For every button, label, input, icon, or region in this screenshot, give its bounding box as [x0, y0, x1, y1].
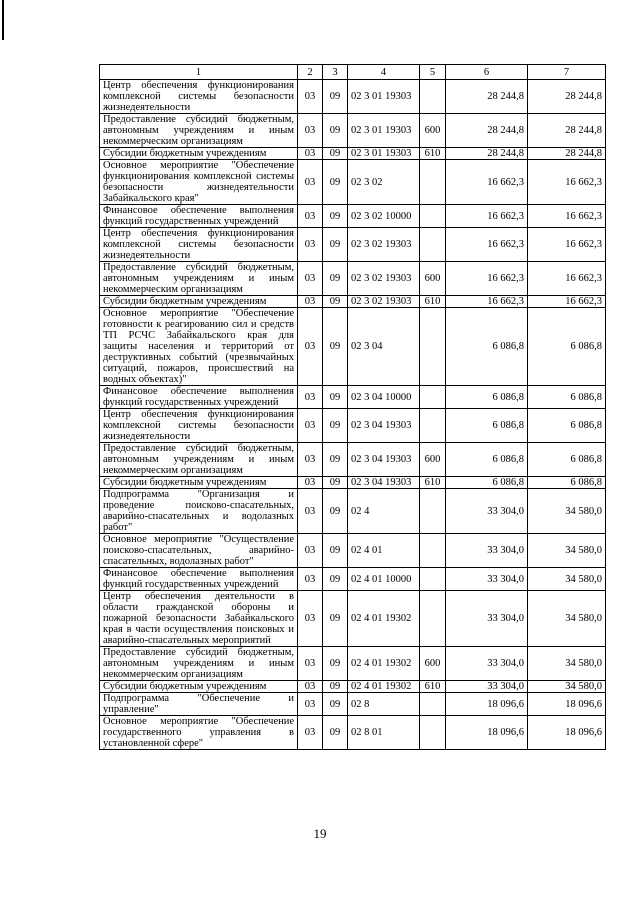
- target-article-cell: 02 3 04 19303: [348, 409, 420, 443]
- subsection-code-cell: 09: [323, 205, 348, 228]
- row-name-cell: Основное мероприятие "Обеспечение функционирования комплексной системы безопасности жизнедеятельности Забайкальского края": [100, 160, 298, 205]
- row-name-cell: Предоставление субсидий бюджетным, автономным учреждениям и иным некоммерческим организациям: [100, 647, 298, 681]
- subsection-code-cell: 09: [323, 386, 348, 409]
- expense-type-cell: 610: [420, 681, 446, 693]
- section-code-cell: 03: [298, 262, 323, 296]
- target-article-cell: 02 3 01 19303: [348, 114, 420, 148]
- subsection-code-cell: 09: [323, 114, 348, 148]
- table-row: [100, 534, 606, 568]
- amount-year1-cell: 33 304,0: [446, 534, 528, 568]
- subsection-code-cell: 09: [323, 489, 348, 534]
- subsection-code-cell: 09: [323, 308, 348, 386]
- amount-year2-cell: 6 086,8: [528, 308, 606, 386]
- expense-type-cell: [420, 80, 446, 114]
- section-code-cell: 03: [298, 477, 323, 489]
- expense-type-cell: [420, 228, 446, 262]
- amount-year1-cell: 6 086,8: [446, 386, 528, 409]
- amount-year1-cell: 16 662,3: [446, 160, 528, 205]
- row-name-cell: Подпрограмма "Организация и проведение поисково-спасательных, аварийно-спасательных и водолазных работ": [100, 489, 298, 534]
- section-code-cell: 03: [298, 693, 323, 716]
- expense-type-cell: [420, 568, 446, 591]
- target-article-cell: 02 8 01: [348, 716, 420, 750]
- amount-year2-cell: 16 662,3: [528, 160, 606, 205]
- amount-year1-cell: 33 304,0: [446, 681, 528, 693]
- target-article-cell: 02 4 01 19302: [348, 591, 420, 647]
- expense-type-cell: [420, 386, 446, 409]
- amount-year1-cell: 33 304,0: [446, 591, 528, 647]
- target-article-cell: 02 4 01: [348, 534, 420, 568]
- expense-type-cell: 600: [420, 443, 446, 477]
- amount-year1-cell: 18 096,6: [446, 693, 528, 716]
- subsection-code-cell: 09: [323, 80, 348, 114]
- table-row: [100, 262, 606, 296]
- amount-year2-cell: 34 580,0: [528, 489, 606, 534]
- table-row: [100, 308, 606, 386]
- column-header: 4: [348, 65, 420, 80]
- amount-year2-cell: 6 086,8: [528, 409, 606, 443]
- row-name-cell: Финансовое обеспечение выполнения функций государственных учреждений: [100, 568, 298, 591]
- table-row: [100, 647, 606, 681]
- section-code-cell: 03: [298, 114, 323, 148]
- subsection-code-cell: 09: [323, 647, 348, 681]
- row-name-cell: Субсидии бюджетным учреждениям: [100, 148, 298, 160]
- expense-type-cell: [420, 591, 446, 647]
- row-name-cell: Центр обеспечения деятельности в области гражданской обороны и пожарной безопасности Забайкальского края в части осуществления поисковых и аварийно-спасательных мероприятий: [100, 591, 298, 647]
- amount-year2-cell: 18 096,6: [528, 693, 606, 716]
- expense-type-cell: 600: [420, 114, 446, 148]
- target-article-cell: 02 3 04 19303: [348, 443, 420, 477]
- section-code-cell: 03: [298, 228, 323, 262]
- subsection-code-cell: 09: [323, 148, 348, 160]
- page-number: 19: [313, 826, 327, 841]
- expense-type-cell: [420, 489, 446, 534]
- amount-year1-cell: 6 086,8: [446, 443, 528, 477]
- target-article-cell: 02 8: [348, 693, 420, 716]
- expense-type-cell: [420, 534, 446, 568]
- amount-year2-cell: 18 096,6: [528, 716, 606, 750]
- amount-year2-cell: 34 580,0: [528, 681, 606, 693]
- section-code-cell: 03: [298, 489, 323, 534]
- target-article-cell: 02 4: [348, 489, 420, 534]
- expense-type-cell: [420, 716, 446, 750]
- amount-year2-cell: 6 086,8: [528, 477, 606, 489]
- expense-type-cell: 610: [420, 477, 446, 489]
- scan-edge-mark: [2, 0, 4, 40]
- table-row: [100, 443, 606, 477]
- expense-type-cell: 600: [420, 647, 446, 681]
- amount-year1-cell: 6 086,8: [446, 308, 528, 386]
- row-name-cell: Основное мероприятие "Осуществление поисково-спасательных, аварийно-спасательных, водолазных работ": [100, 534, 298, 568]
- row-name-cell: Субсидии бюджетным учреждениям: [100, 296, 298, 308]
- subsection-code-cell: 09: [323, 262, 348, 296]
- target-article-cell: 02 3 01 19303: [348, 80, 420, 114]
- section-code-cell: 03: [298, 716, 323, 750]
- target-article-cell: 02 3 02 19303: [348, 228, 420, 262]
- subsection-code-cell: 09: [323, 716, 348, 750]
- table-row: [100, 296, 606, 308]
- column-header: 7: [528, 65, 606, 80]
- amount-year2-cell: 28 244,8: [528, 80, 606, 114]
- table-row: [100, 409, 606, 443]
- subsection-code-cell: 09: [323, 568, 348, 591]
- section-code-cell: 03: [298, 386, 323, 409]
- expense-type-cell: [420, 409, 446, 443]
- amount-year2-cell: 34 580,0: [528, 568, 606, 591]
- section-code-cell: 03: [298, 534, 323, 568]
- expense-type-cell: [420, 308, 446, 386]
- amount-year1-cell: 33 304,0: [446, 568, 528, 591]
- target-article-cell: 02 4 01 19302: [348, 647, 420, 681]
- row-name-cell: Финансовое обеспечение выполнения функций государственных учреждений: [100, 205, 298, 228]
- expense-type-cell: 610: [420, 296, 446, 308]
- row-name-cell: Финансовое обеспечение выполнения функций государственных учреждений: [100, 386, 298, 409]
- target-article-cell: 02 3 04 10000: [348, 386, 420, 409]
- amount-year1-cell: 6 086,8: [446, 409, 528, 443]
- amount-year2-cell: 34 580,0: [528, 591, 606, 647]
- amount-year1-cell: 6 086,8: [446, 477, 528, 489]
- amount-year2-cell: 16 662,3: [528, 205, 606, 228]
- amount-year2-cell: 34 580,0: [528, 534, 606, 568]
- amount-year2-cell: 34 580,0: [528, 647, 606, 681]
- amount-year2-cell: 16 662,3: [528, 296, 606, 308]
- column-header: 2: [298, 65, 323, 80]
- section-code-cell: 03: [298, 591, 323, 647]
- amount-year2-cell: 6 086,8: [528, 443, 606, 477]
- row-name-cell: Центр обеспечения функционирования комплексной системы безопасности жизнедеятельности: [100, 409, 298, 443]
- table-row: [100, 568, 606, 591]
- table-row: [100, 160, 606, 205]
- row-name-cell: Предоставление субсидий бюджетным, автономным учреждениям и иным некоммерческим организациям: [100, 114, 298, 148]
- row-name-cell: Субсидии бюджетным учреждениям: [100, 477, 298, 489]
- subsection-code-cell: 09: [323, 296, 348, 308]
- section-code-cell: 03: [298, 308, 323, 386]
- amount-year1-cell: 33 304,0: [446, 647, 528, 681]
- table-row: [100, 693, 606, 716]
- table-row: [100, 716, 606, 750]
- section-code-cell: 03: [298, 568, 323, 591]
- subsection-code-cell: 09: [323, 477, 348, 489]
- subsection-code-cell: 09: [323, 409, 348, 443]
- section-code-cell: 03: [298, 205, 323, 228]
- target-article-cell: 02 4 01 10000: [348, 568, 420, 591]
- target-article-cell: 02 3 02: [348, 160, 420, 205]
- budget-table: [99, 64, 606, 750]
- row-name-cell: Основное мероприятие "Обеспечение государственного управления в установленной сфере": [100, 716, 298, 750]
- target-article-cell: 02 3 02 10000: [348, 205, 420, 228]
- expense-type-cell: [420, 205, 446, 228]
- expense-type-cell: 610: [420, 148, 446, 160]
- section-code-cell: 03: [298, 80, 323, 114]
- row-name-cell: Центр обеспечения функционирования комплексной системы безопасности жизнедеятельности: [100, 228, 298, 262]
- table-row: [100, 228, 606, 262]
- section-code-cell: 03: [298, 148, 323, 160]
- header-row: [100, 65, 606, 80]
- row-name-cell: Предоставление субсидий бюджетным, автономным учреждениям и иным некоммерческим организациям: [100, 262, 298, 296]
- amount-year1-cell: 16 662,3: [446, 262, 528, 296]
- table-row: [100, 80, 606, 114]
- section-code-cell: 03: [298, 681, 323, 693]
- table-row: [100, 489, 606, 534]
- table-row: [100, 114, 606, 148]
- amount-year1-cell: 18 096,6: [446, 716, 528, 750]
- target-article-cell: 02 3 02 19303: [348, 296, 420, 308]
- amount-year1-cell: 28 244,8: [446, 148, 528, 160]
- section-code-cell: 03: [298, 409, 323, 443]
- section-code-cell: 03: [298, 160, 323, 205]
- target-article-cell: 02 3 02 19303: [348, 262, 420, 296]
- amount-year2-cell: 16 662,3: [528, 262, 606, 296]
- table-row: [100, 205, 606, 228]
- subsection-code-cell: 09: [323, 591, 348, 647]
- section-code-cell: 03: [298, 647, 323, 681]
- table-row: [100, 477, 606, 489]
- expense-type-cell: [420, 693, 446, 716]
- subsection-code-cell: 09: [323, 681, 348, 693]
- amount-year1-cell: 33 304,0: [446, 489, 528, 534]
- column-header: 6: [446, 65, 528, 80]
- amount-year1-cell: 16 662,3: [446, 228, 528, 262]
- row-name-cell: Основное мероприятие "Обеспечение готовности к реагированию сил и средств ТП РСЧС Забайкальского края для защиты населения и территорий от деструктивных событий (чрезвычайных ситуаций, пожаров, происшествий на водных объектах)": [100, 308, 298, 386]
- column-header: 1: [100, 65, 298, 80]
- section-code-cell: 03: [298, 296, 323, 308]
- target-article-cell: 02 4 01 19302: [348, 681, 420, 693]
- row-name-cell: Предоставление субсидий бюджетным, автономным учреждениям и иным некоммерческим организациям: [100, 443, 298, 477]
- subsection-code-cell: 09: [323, 160, 348, 205]
- subsection-code-cell: 09: [323, 534, 348, 568]
- section-code-cell: 03: [298, 443, 323, 477]
- amount-year2-cell: 16 662,3: [528, 228, 606, 262]
- table-body: [100, 80, 606, 750]
- expense-type-cell: [420, 160, 446, 205]
- amount-year1-cell: 16 662,3: [446, 296, 528, 308]
- table-row: [100, 148, 606, 160]
- column-header: 5: [420, 65, 446, 80]
- table-row: [100, 681, 606, 693]
- row-name-cell: Подпрограмма "Обеспечение и управление": [100, 693, 298, 716]
- subsection-code-cell: 09: [323, 443, 348, 477]
- expense-type-cell: 600: [420, 262, 446, 296]
- row-name-cell: Центр обеспечения функционирования комплексной системы безопасности жизнедеятельности: [100, 80, 298, 114]
- table-row: [100, 591, 606, 647]
- amount-year1-cell: 28 244,8: [446, 114, 528, 148]
- target-article-cell: 02 3 04 19303: [348, 477, 420, 489]
- column-header: 3: [323, 65, 348, 80]
- amount-year2-cell: 28 244,8: [528, 148, 606, 160]
- amount-year1-cell: 16 662,3: [446, 205, 528, 228]
- subsection-code-cell: 09: [323, 228, 348, 262]
- amount-year1-cell: 28 244,8: [446, 80, 528, 114]
- row-name-cell: Субсидии бюджетным учреждениям: [100, 681, 298, 693]
- table-row: [100, 386, 606, 409]
- amount-year2-cell: 6 086,8: [528, 386, 606, 409]
- target-article-cell: 02 3 01 19303: [348, 148, 420, 160]
- amount-year2-cell: 28 244,8: [528, 114, 606, 148]
- subsection-code-cell: 09: [323, 693, 348, 716]
- target-article-cell: 02 3 04: [348, 308, 420, 386]
